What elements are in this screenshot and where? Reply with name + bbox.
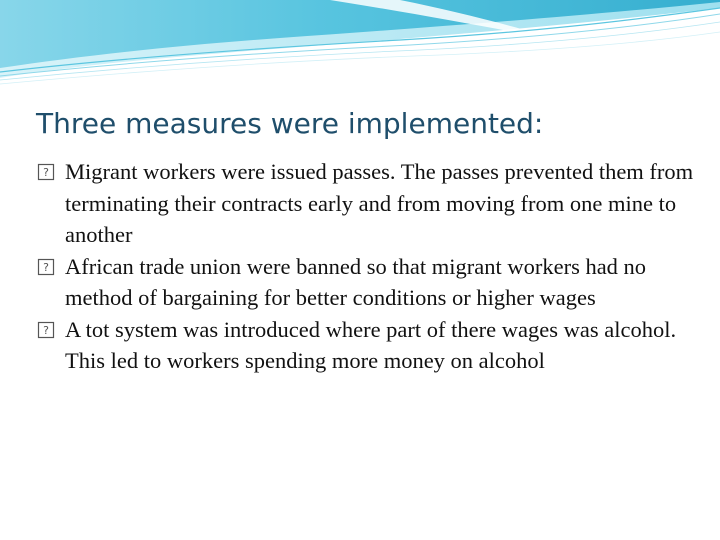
wave-header-decoration	[0, 0, 720, 90]
svg-text:?: ?	[43, 323, 49, 337]
bullet-text: Migrant workers were issued passes. The passes prevented them from terminating their contracts early and from moving from one mine to another	[65, 159, 694, 247]
list-item	[36, 251, 696, 314]
bullet-text: A tot system was introduced where part of there wages was alcohol. This led to workers spending more money on alcohol	[65, 316, 677, 373]
list-item	[36, 156, 696, 251]
slide-title: Three measures were implemented:	[36, 107, 544, 140]
svg-text:?: ?	[43, 166, 49, 179]
svg-text:?: ?	[43, 260, 49, 274]
bullet-text: African trade union were banned so that migrant workers had no method of bargaining for better conditions or higher wages	[65, 253, 647, 310]
bullet-list	[36, 156, 696, 377]
missing-glyph-icon	[37, 163, 55, 181]
list-item	[36, 314, 696, 377]
missing-glyph-icon	[37, 321, 55, 339]
missing-glyph-icon	[37, 258, 55, 276]
